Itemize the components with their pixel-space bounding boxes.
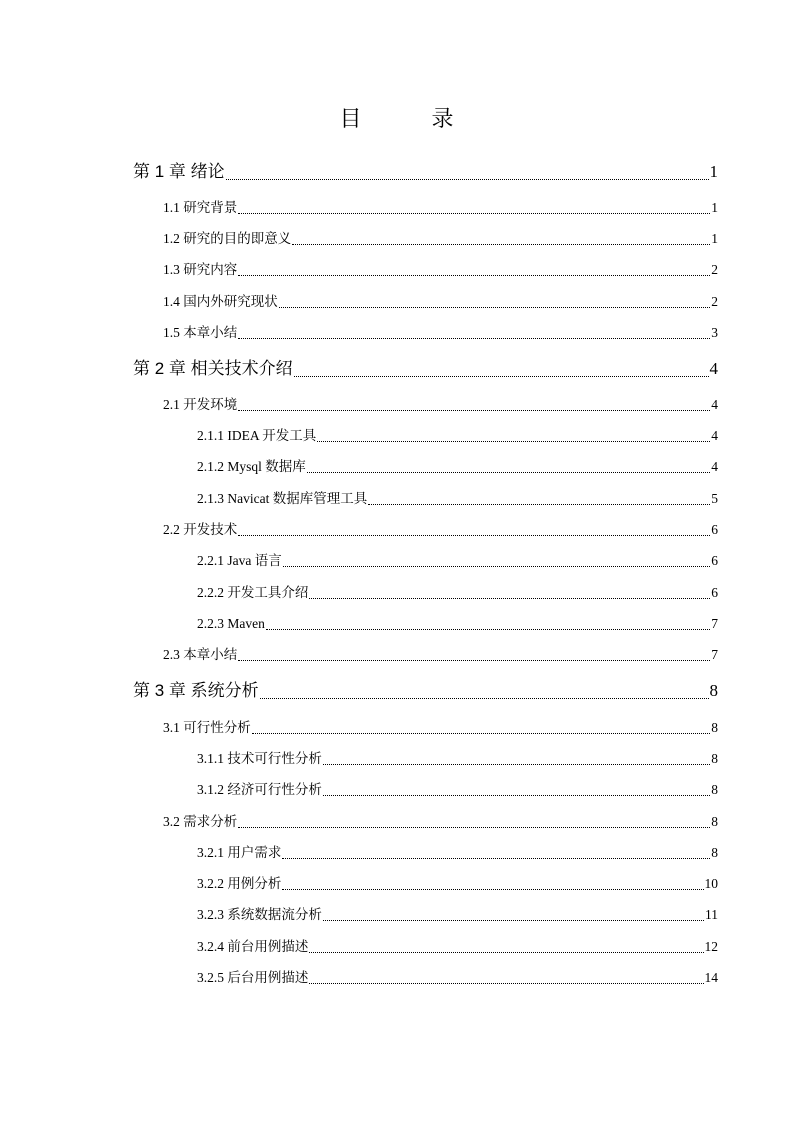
toc-subsection-2-2-3[interactable] (197, 614, 718, 634)
toc-entry-label: 1.3 研究内容 (163, 262, 238, 277)
toc-page-number: 4 (711, 428, 718, 443)
toc-section-1-3[interactable] (163, 260, 718, 280)
toc-page-number: 6 (711, 522, 718, 537)
toc-entry-label: 2.1.2 Mysql 数据库 (197, 459, 306, 474)
toc-entry-label: 第 1 章 绪论 (133, 162, 225, 181)
toc-page-number: 1 (711, 200, 718, 215)
toc-page-number: 8 (711, 720, 718, 735)
toc-entry-label: 2.1 开发环境 (163, 397, 238, 412)
toc-subsection-3-1-2[interactable] (197, 780, 718, 800)
toc-page-number: 2 (711, 262, 718, 277)
toc-subsection-3-2-1[interactable] (197, 843, 718, 863)
toc-entry-label: 3.1.2 经济可行性分析 (197, 782, 322, 797)
toc-subsection-3-2-2[interactable] (197, 874, 718, 894)
dot-leader (368, 504, 710, 505)
toc-chapter-2[interactable] (133, 357, 718, 381)
toc-page-number: 6 (711, 553, 718, 568)
toc-section-1-2[interactable] (163, 229, 718, 249)
toc-subsection-3-2-5[interactable] (197, 968, 718, 988)
dot-leader (309, 983, 703, 984)
toc-subsection-2-1-2[interactable] (197, 457, 718, 477)
page-title: 目 录 (339, 106, 478, 131)
toc-subsection-3-2-3[interactable] (197, 905, 718, 925)
toc-entry-label: 1.4 国内外研究现状 (163, 294, 278, 309)
toc-page-number: 7 (711, 616, 718, 631)
dot-leader (238, 213, 710, 214)
toc-entry-label: 3.2.1 用户需求 (197, 845, 282, 860)
toc-entry-label: 2.2.3 Maven (197, 616, 265, 631)
toc-section-1-5[interactable] (163, 323, 718, 343)
dot-leader (323, 764, 710, 765)
dot-leader (317, 441, 710, 442)
toc-section-1-1[interactable] (163, 198, 718, 218)
toc-page-number: 2 (711, 294, 718, 309)
toc-entry-label: 2.1.3 Navicat 数据库管理工具 (197, 491, 368, 506)
dot-leader (238, 275, 710, 276)
toc-entry-label: 3.2.3 系统数据流分析 (197, 907, 322, 922)
dot-leader (260, 698, 709, 699)
toc-page-number: 7 (711, 647, 718, 662)
toc-page-number: 8 (711, 845, 718, 860)
toc-section-2-2[interactable] (163, 520, 718, 540)
toc-entry-label: 1.1 研究背景 (163, 200, 238, 215)
toc-subsection-3-2-4[interactable] (197, 937, 718, 957)
dot-leader (282, 889, 703, 890)
toc-page-number: 12 (704, 939, 718, 954)
toc-page-number: 8 (711, 814, 718, 829)
toc-entry-label: 第 2 章 相关技术介绍 (133, 359, 293, 378)
dot-leader (294, 376, 709, 377)
dot-leader (238, 535, 710, 536)
toc-section-3-1[interactable] (163, 718, 718, 738)
toc-page-number: 11 (705, 907, 718, 922)
toc-chapter-1[interactable] (133, 160, 718, 184)
toc-entry-label: 3.2.2 用例分析 (197, 876, 282, 891)
toc-page-number: 1 (709, 162, 718, 181)
toc-subsection-2-1-1[interactable] (197, 426, 718, 446)
toc-page-number: 4 (711, 459, 718, 474)
dot-leader (323, 795, 710, 796)
toc-subsection-2-1-3[interactable] (197, 489, 718, 509)
dot-leader (283, 566, 711, 567)
dot-leader (292, 244, 710, 245)
toc-page-number: 1 (711, 231, 718, 246)
dot-leader (282, 858, 710, 859)
toc-entry-label: 2.2.1 Java 语言 (197, 553, 282, 568)
toc-page-number: 6 (711, 585, 718, 600)
toc-section-3-2[interactable] (163, 812, 718, 832)
toc-subsection-3-1-1[interactable] (197, 749, 718, 769)
dot-leader (238, 827, 710, 828)
toc-page-number: 5 (711, 491, 718, 506)
toc-entry-label: 3.2.4 前台用例描述 (197, 939, 309, 954)
toc-page-number: 8 (711, 782, 718, 797)
toc-page-number: 8 (709, 681, 718, 700)
dot-leader (309, 952, 703, 953)
dot-leader (238, 410, 710, 411)
dot-leader (309, 598, 710, 599)
toc-page-number: 8 (711, 751, 718, 766)
dot-leader (323, 920, 704, 921)
toc-page-number: 3 (711, 325, 718, 340)
dot-leader (279, 307, 711, 308)
toc-entry-label: 1.5 本章小结 (163, 325, 238, 340)
toc-page-number: 14 (704, 970, 718, 985)
dot-leader (266, 629, 710, 630)
toc-entry-label: 2.1.1 IDEA 开发工具 (197, 428, 317, 443)
dot-leader (252, 733, 711, 734)
dot-leader (238, 338, 710, 339)
toc-section-1-4[interactable] (163, 292, 718, 312)
toc-entry-label: 3.1 可行性分析 (163, 720, 251, 735)
toc-entry-label: 1.2 研究的目的即意义 (163, 231, 292, 246)
toc-subsection-2-2-2[interactable] (197, 583, 718, 603)
toc-chapter-3[interactable] (133, 679, 718, 703)
toc-subsection-2-2-1[interactable] (197, 551, 718, 571)
toc-entry-label: 第 3 章 系统分析 (133, 681, 259, 700)
dot-leader (226, 179, 709, 180)
toc-entry-label: 2.2 开发技术 (163, 522, 238, 537)
toc-entry-label: 2.2.2 开发工具介绍 (197, 585, 309, 600)
toc-page-number: 4 (711, 397, 718, 412)
toc-section-2-3[interactable] (163, 645, 718, 665)
dot-leader (307, 472, 710, 473)
toc-page-number: 4 (709, 359, 718, 378)
dot-leader (238, 660, 710, 661)
toc-entry-label: 3.2.5 后台用例描述 (197, 970, 309, 985)
toc-entry-label: 3.2 需求分析 (163, 814, 238, 829)
toc-entry-label: 3.1.1 技术可行性分析 (197, 751, 322, 766)
toc-page-number: 10 (704, 876, 718, 891)
toc-entry-label: 2.3 本章小结 (163, 647, 238, 662)
toc-section-2-1[interactable] (163, 395, 718, 415)
